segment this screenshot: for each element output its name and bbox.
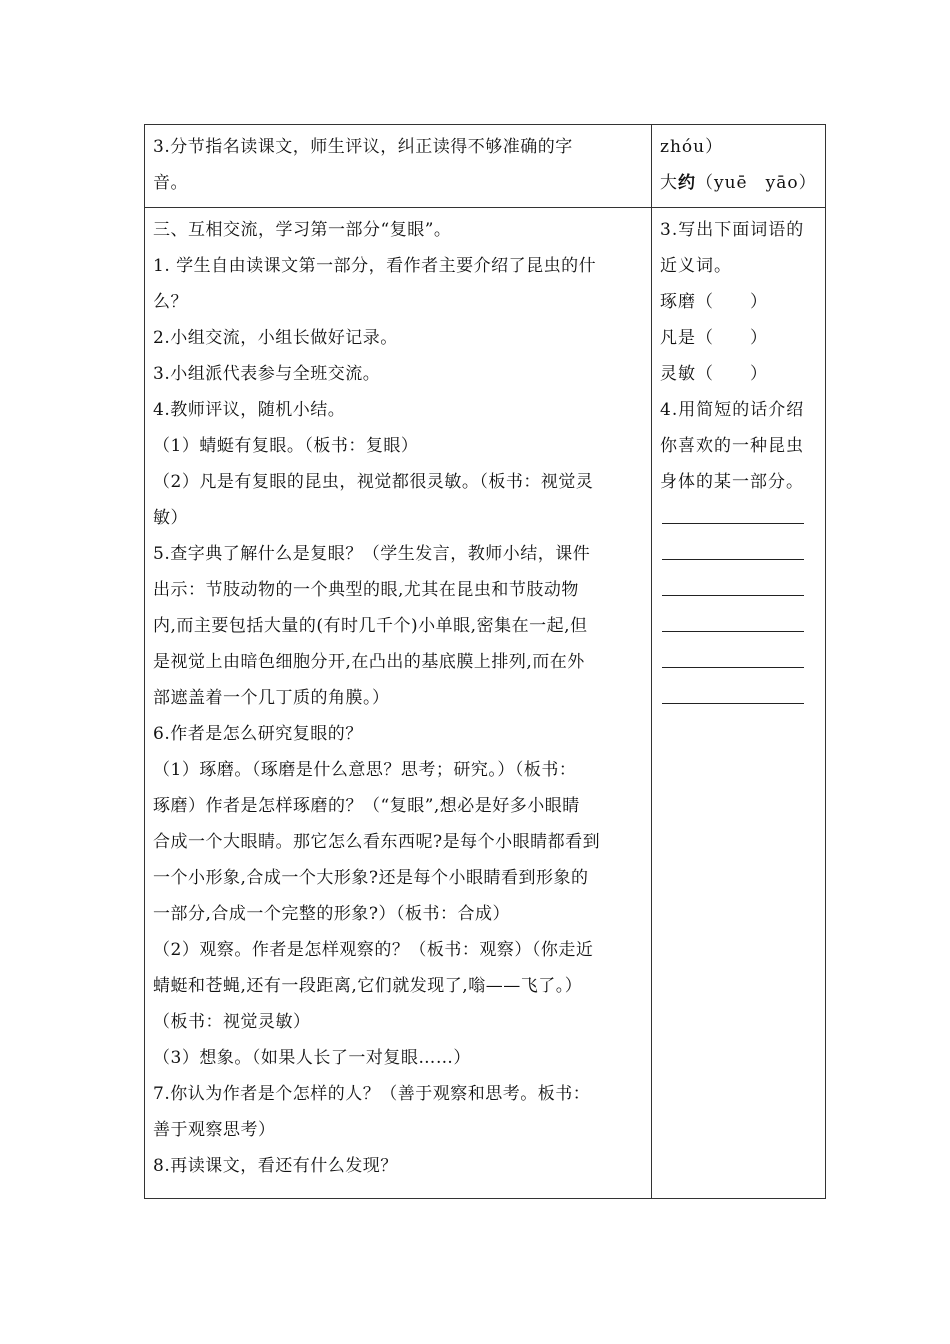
text-line: 内,而主要包括大量的(有时几千个)小单眼,密集在一起,但 bbox=[153, 616, 588, 636]
pinyin-options: （yuē yāo） bbox=[696, 173, 817, 193]
teaching-process-cell bbox=[145, 125, 652, 208]
polyphone-word bbox=[660, 165, 817, 201]
text-line: （2）凡是有复眼的昆虫，视觉都很灵敏。（板书：视觉灵 bbox=[153, 472, 594, 492]
text-line: 蜻蜓和苍蝇,还有一段距离,它们就发现了,嗡——飞了。） bbox=[153, 976, 583, 996]
exercise-line: 你喜欢的一种昆虫 bbox=[660, 436, 804, 456]
exercise-line: 身体的某一部分。 bbox=[660, 472, 804, 492]
exercise-cell bbox=[652, 125, 826, 208]
text-line: 善于观察思考） bbox=[153, 1120, 276, 1140]
exercise-line: 灵敏（ ） bbox=[660, 364, 768, 384]
text-line: 部遮盖着一个几丁质的角膜。） bbox=[153, 688, 390, 708]
exercise-line: 3.写出下面词语的 bbox=[660, 220, 805, 240]
answer-blank-line bbox=[660, 536, 817, 572]
text-line: 合成一个大眼睛。那它怎么看东西呢?是每个小眼睛都看到 bbox=[153, 832, 601, 852]
table-row bbox=[145, 208, 826, 1199]
text-line: 是视觉上由暗色细胞分开,在凸出的基底膜上排列,而在外 bbox=[153, 652, 585, 672]
text-line: 出示：节肢动物的一个典型的眼,尤其在昆虫和节肢动物 bbox=[153, 580, 579, 600]
text-line: （2）观察。作者是怎样观察的？（板书：观察）（你走近 bbox=[153, 940, 594, 960]
text-line: （板书：视觉灵敏） bbox=[153, 1012, 311, 1032]
exercise-line: 琢磨（ ） bbox=[660, 292, 768, 312]
text-line: 一个小形象,合成一个大形象?还是每个小眼睛看到形象的 bbox=[153, 868, 589, 888]
text-line: 敏） bbox=[153, 508, 188, 528]
text-line: 音。 bbox=[153, 173, 188, 193]
word-plain: 大 bbox=[660, 173, 678, 193]
text-line: 1. 学生自由读课文第一部分，看作者主要介绍了昆虫的什 bbox=[153, 256, 597, 276]
text-line: 5.查字典了解什么是复眼？（学生发言，教师小结，课件 bbox=[153, 544, 591, 564]
text-line: 8.再读课文，看还有什么发现？ bbox=[153, 1156, 398, 1176]
teaching-process-cell bbox=[145, 208, 652, 1199]
word-bold-char: 约 bbox=[678, 173, 696, 193]
text-line: 么？ bbox=[153, 292, 188, 312]
text-line: 6.作者是怎么研究复眼的？ bbox=[153, 724, 363, 744]
text-line: （3）想象。（如果人长了一对复眼……） bbox=[153, 1048, 471, 1068]
answer-blank-line bbox=[660, 680, 817, 716]
answer-blank-line bbox=[660, 572, 817, 608]
text-line: （1）琢磨。（琢磨是什么意思？思考；研究。）（板书： bbox=[153, 760, 577, 780]
text-line: 3.小组派代表参与全班交流。 bbox=[153, 364, 381, 384]
text-line: 一部分,合成一个完整的形象?）（板书：合成） bbox=[153, 904, 511, 924]
answer-blank-line bbox=[660, 644, 817, 680]
table-row bbox=[145, 125, 826, 208]
text-line: 4.教师评议，随机小结。 bbox=[153, 400, 346, 420]
answer-blank-line bbox=[660, 500, 817, 536]
text-line: 3.分节指名读课文，师生评议，纠正读得不够准确的字 bbox=[153, 137, 573, 157]
text-line: （1）蜻蜓有复眼。（板书：复眼） bbox=[153, 436, 419, 456]
text-line: 2.小组交流，小组长做好记录。 bbox=[153, 328, 398, 348]
lesson-plan-table bbox=[144, 124, 826, 1199]
exercise-line: 凡是（ ） bbox=[660, 328, 768, 348]
text-line: 琢磨）作者是怎样琢磨的？（“复眼”,想必是好多小眼睛 bbox=[153, 796, 580, 816]
text-line: 三、互相交流，学习第一部分“复眼”。 bbox=[153, 220, 452, 240]
exercise-cell bbox=[652, 208, 826, 1199]
text-line: 7.你认为作者是个怎样的人？（善于观察和思考。板书： bbox=[153, 1084, 591, 1104]
pinyin-line: zhóu） bbox=[660, 137, 724, 157]
answer-blank-line bbox=[660, 608, 817, 644]
exercise-line: 4.用简短的话介绍 bbox=[660, 400, 805, 420]
exercise-line: 近义词。 bbox=[660, 256, 732, 276]
